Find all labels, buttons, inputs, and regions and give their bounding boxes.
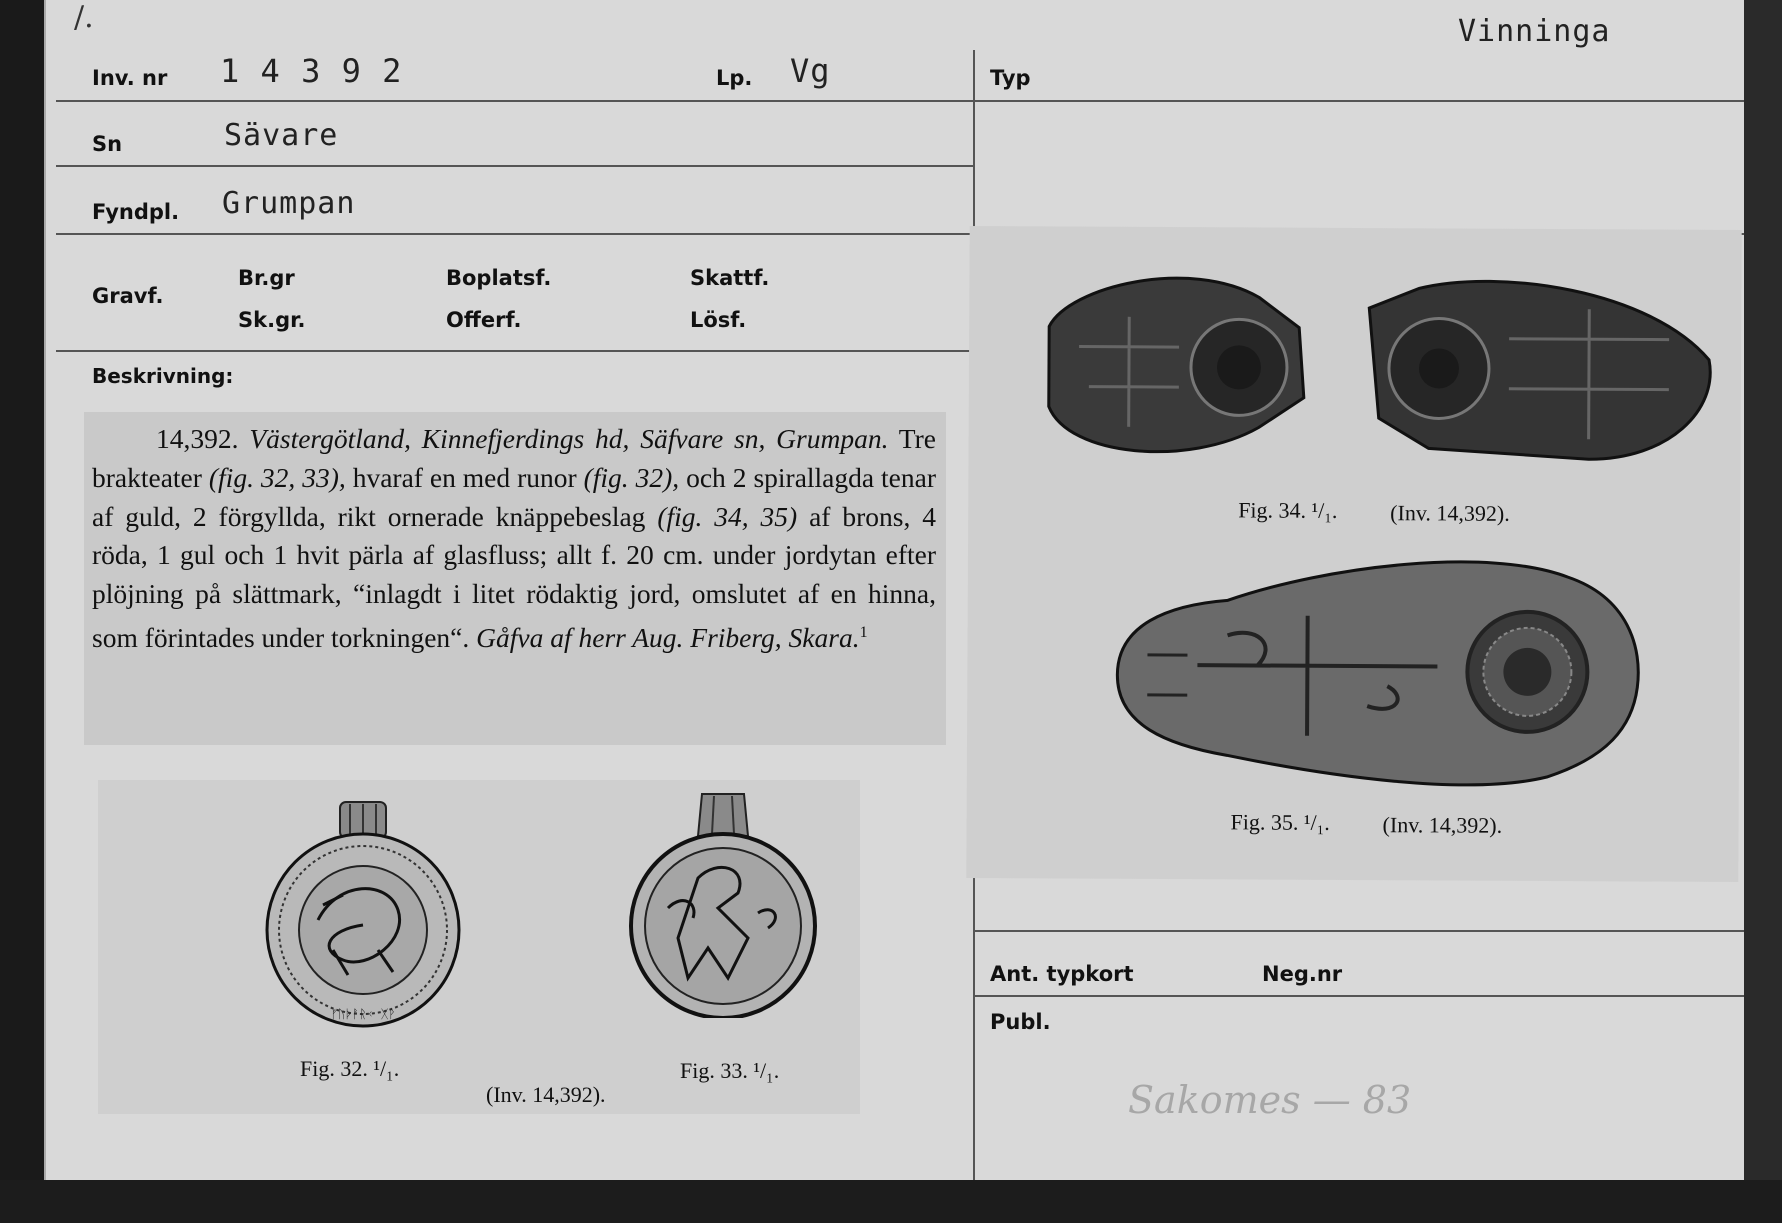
fig35-caption: Fig. 35. ¹/₁. — [1230, 809, 1330, 835]
skattf-label: Skattf. — [690, 266, 770, 290]
ant-typkort-label: Ant. typkort — [990, 962, 1134, 986]
description-place: Västergötland, Kinnefjerdings hd, Säfvare sn, Grumpan. — [249, 423, 889, 454]
rule-1 — [56, 100, 1744, 102]
rule-5 — [973, 930, 1744, 932]
description-text-2: hvaraf en med runor — [352, 461, 577, 493]
gravf-label: Gravf. — [92, 284, 164, 308]
description-ref-3: (fig. 34, 35) — [657, 500, 798, 532]
typ-label: Typ — [990, 66, 1031, 90]
skgr-label: Sk.gr. — [238, 308, 306, 332]
rule-4 — [56, 350, 973, 352]
fig32-33-inventory: (Inv. 14,392). — [486, 1082, 606, 1107]
sn-label: Sn — [92, 132, 123, 156]
description-ref-2: (fig. 32), — [583, 461, 680, 493]
fyndpl-value: Grumpan — [222, 186, 356, 221]
rule-6 — [973, 995, 1744, 997]
lp-value: Vg — [790, 52, 831, 90]
brooch-plate — [966, 226, 1741, 882]
card-edge-shadow — [1744, 0, 1782, 1223]
fig34-caption: Fig. 34. ¹/₁. — [1238, 497, 1338, 523]
inv-nr-label: Inv. nr — [92, 66, 168, 90]
negnr-label: Neg.nr — [1262, 962, 1343, 986]
bracteate-fig33-image — [608, 788, 838, 1018]
losf-label: Lösf. — [690, 308, 747, 332]
boplatsf-label: Boplatsf. — [446, 266, 552, 290]
fig34-inventory: (Inv. 14,392). — [1390, 500, 1510, 526]
inv-nr-value: 1 4 3 9 2 — [220, 52, 403, 90]
fyndpl-label: Fyndpl. — [92, 200, 180, 224]
lp-label: Lp. — [716, 66, 753, 90]
fig35-inventory: (Inv. 14,392). — [1382, 812, 1503, 838]
bracteate-plate — [98, 780, 860, 1114]
pencil-note: Sakomes — 83 — [1128, 1078, 1412, 1122]
corner-mark: /. — [74, 0, 94, 35]
description-text-1: Tre brakteater — [92, 423, 936, 493]
description-text-3: och 2 spirallagda tenar af guld, 2 förgyllda, rikt ornerade knäppebeslag — [92, 461, 936, 532]
fig33-caption: Fig. 33. ¹/₁. — [680, 1058, 780, 1083]
description-text-4: af brons, 4 röda, 1 gul och 1 hvit pärla af glasfluss; allt f. 20 cm. under jordytan efter plöjning på slättmark, “inlagdt i litet rödaktig jord, omslutet af en hinna, som förintades under torkningen“. — [92, 500, 936, 654]
description-number: 14,392. — [156, 423, 239, 454]
description-footnote: 1 — [859, 623, 868, 641]
brooch-fig34-image — [1028, 246, 1729, 490]
bracteate-fig32-image — [248, 800, 478, 1030]
description-donor: Gåfva af herr Aug. Friberg, Skara. — [476, 622, 860, 654]
rule-2 — [56, 165, 973, 167]
publ-label: Publ. — [990, 1010, 1051, 1034]
fig32-caption: Fig. 32. ¹/₁. — [300, 1056, 400, 1081]
brgr-label: Br.gr — [238, 266, 295, 290]
beskrivning-label: Beskrivning: — [92, 364, 234, 388]
brooch-fig35-image — [1107, 545, 1668, 808]
site-name: Vinninga — [1458, 14, 1611, 49]
description-ref-1: (fig. 32, 33), — [208, 461, 346, 493]
card-bottom-shadow — [0, 1180, 1782, 1223]
sn-value: Sävare — [224, 118, 339, 153]
offerf-label: Offerf. — [446, 308, 522, 332]
description-paragraph — [92, 420, 936, 658]
svg-text:ᚠᚢᚦᚨᚱᚲ ᚷᚹ: ᚠᚢᚦᚨᚱᚲ ᚷᚹ — [330, 1007, 396, 1021]
description-clipping — [84, 412, 946, 745]
